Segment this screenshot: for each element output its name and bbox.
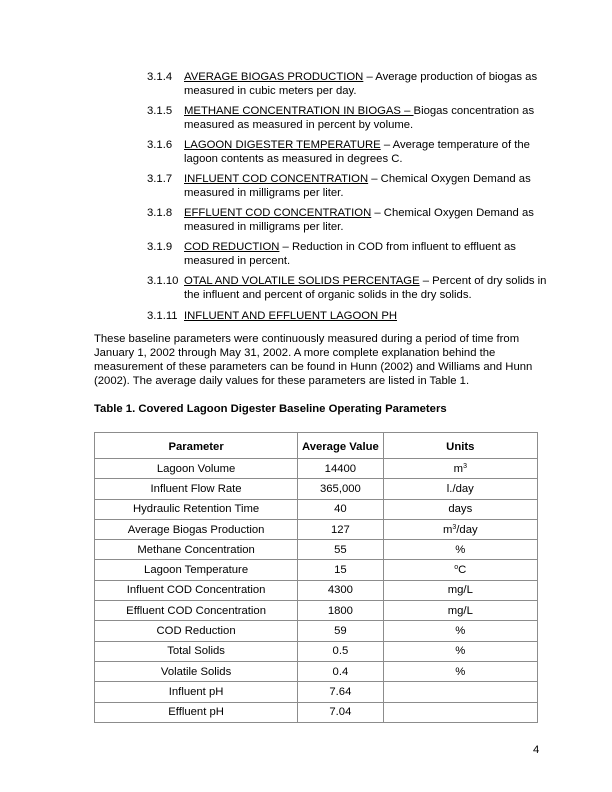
table-caption: Table 1. Covered Lagoon Digester Baseline Operating Parameters <box>94 403 447 415</box>
definition-item <box>147 241 547 268</box>
cell-value: 55 <box>298 540 383 560</box>
definition-item <box>147 105 547 132</box>
cell-value: 14400 <box>298 459 383 479</box>
cell-unit: $m^3$ <box>383 459 537 479</box>
definition-number: 3.1.11 <box>147 309 178 322</box>
definition-term: METHANE CONCENTRATION IN BIOGAS – <box>184 105 414 118</box>
definition-term: AVERAGE BIOGAS PRODUCTION <box>184 71 364 83</box>
table-row <box>95 641 538 661</box>
definition-desc: – Chemical Oxygen Demand as measured in milligrams per liter. <box>184 173 531 199</box>
cell-parameter: Methane Concentration <box>95 540 298 560</box>
table-row <box>95 540 538 560</box>
page-number: 4 <box>533 744 540 756</box>
cell-unit: $m^3$/day <box>383 519 537 539</box>
definition-item <box>147 71 547 98</box>
cell-parameter: Influent pH <box>95 682 298 702</box>
cell-unit: % <box>383 540 537 560</box>
definition-term: COD REDUCTION <box>184 241 280 254</box>
cell-parameter: Lagoon Volume <box>95 459 298 479</box>
definition-item <box>147 310 547 324</box>
cell-unit: $^o$C <box>383 560 537 580</box>
definition-body <box>184 275 547 302</box>
cell-value: 365,000 <box>298 479 383 499</box>
table-row <box>95 682 538 702</box>
definition-desc: – Reduction in COD from influent to effluent as measured in percent. <box>184 241 516 267</box>
cell-parameter: Hydraulic Retention Time <box>95 499 298 519</box>
definition-desc: – Percent of dry solids in the influent and percent of organic solids in the dry solids. <box>184 275 547 302</box>
header-parameter: Parameter <box>95 433 298 459</box>
definition-body <box>184 105 547 132</box>
definition-item <box>147 207 547 234</box>
cell-unit: % <box>383 641 537 661</box>
table-row <box>95 459 538 479</box>
cell-unit: % <box>383 621 537 641</box>
header-units: Units <box>383 433 537 459</box>
table-row <box>95 499 538 519</box>
table-row <box>95 560 538 580</box>
cell-value: 40 <box>298 499 383 519</box>
definition-item <box>147 275 547 302</box>
definition-term: OTAL AND VOLATILE SOLIDS PERCENTAGE <box>184 275 420 288</box>
definition-desc: – Average temperature of the lagoon contents as measured in degrees C. <box>184 139 530 165</box>
parameters-table <box>94 432 538 723</box>
definition-number: 3.1.5 <box>147 105 173 118</box>
definition-term: EFFLUENT COD CONCENTRATION <box>184 207 372 220</box>
cell-unit <box>383 682 537 702</box>
cell-unit: mg/L <box>383 601 537 621</box>
cell-value: 1800 <box>298 601 383 621</box>
cell-value: 127 <box>298 519 383 539</box>
table-row <box>95 702 538 722</box>
cell-unit: mg/L <box>383 580 537 600</box>
cell-value: 59 <box>298 621 383 641</box>
cell-value: 15 <box>298 560 383 580</box>
cell-parameter: Lagoon Temperature <box>95 560 298 580</box>
definition-list <box>147 71 547 330</box>
header-average-value: Average Value <box>298 433 383 459</box>
cell-parameter: Volatile Solids <box>95 661 298 681</box>
table-header-row <box>95 433 538 459</box>
cell-unit <box>383 702 537 722</box>
definition-number: 3.1.9 <box>147 241 173 254</box>
table-row <box>95 580 538 600</box>
cell-parameter: Influent Flow Rate <box>95 479 298 499</box>
cell-parameter: COD Reduction <box>95 621 298 641</box>
table-row <box>95 479 538 499</box>
definition-desc: – Average production of biogas as measured in cubic meters per day. <box>184 71 538 97</box>
definition-number: 3.1.7 <box>147 173 173 186</box>
body-paragraph: These baseline parameters were continuously measured during a period of time from January 1, 2002 through May 31, 2002. A more complete explanation behind the measurement of these parameters can be found in Hunn (2002) and Williams and Hunn (2002). The average daily values for these parameters are listed in Table 1. <box>94 333 533 387</box>
cell-parameter: Total Solids <box>95 641 298 661</box>
cell-parameter: Effluent pH <box>95 702 298 722</box>
definition-term: INFLUENT AND EFFLUENT LAGOON PH <box>184 309 398 322</box>
cell-value: 4300 <box>298 580 383 600</box>
cell-parameter: Effluent COD Concentration <box>95 601 298 621</box>
definition-item <box>147 173 547 200</box>
definition-number: 3.1.8 <box>147 207 173 220</box>
definition-term: LAGOON DIGESTER TEMPERATURE <box>184 139 381 152</box>
cell-value: 0.5 <box>298 641 383 661</box>
definition-number: 3.1.10 <box>147 275 179 288</box>
cell-parameter: Influent COD Concentration <box>95 580 298 600</box>
table-row <box>95 661 538 681</box>
cell-unit: l./day <box>383 479 537 499</box>
cell-value: 7.64 <box>298 682 383 702</box>
definition-body <box>184 139 547 166</box>
cell-value: 7.04 <box>298 702 383 722</box>
table-row <box>95 601 538 621</box>
definition-body <box>184 310 547 324</box>
definition-term: INFLUENT COD CONCENTRATION <box>184 173 369 186</box>
table-row <box>95 519 538 539</box>
cell-value: 0.4 <box>298 661 383 681</box>
cell-unit: days <box>383 499 537 519</box>
cell-unit: % <box>383 661 537 681</box>
definition-body <box>184 207 547 234</box>
cell-parameter: Average Biogas Production <box>95 519 298 539</box>
definition-desc: Biogas concentration as measured as measured in percent by volume. <box>184 105 535 131</box>
definition-body <box>184 173 547 200</box>
definition-number: 3.1.6 <box>147 139 173 152</box>
table-row <box>95 621 538 641</box>
definition-desc: – Chemical Oxygen Demand as measured in milligrams per liter. <box>184 207 534 233</box>
definition-number: 3.1.4 <box>147 71 173 83</box>
definition-item <box>147 139 547 166</box>
definition-body <box>184 71 547 98</box>
definition-body <box>184 241 547 268</box>
